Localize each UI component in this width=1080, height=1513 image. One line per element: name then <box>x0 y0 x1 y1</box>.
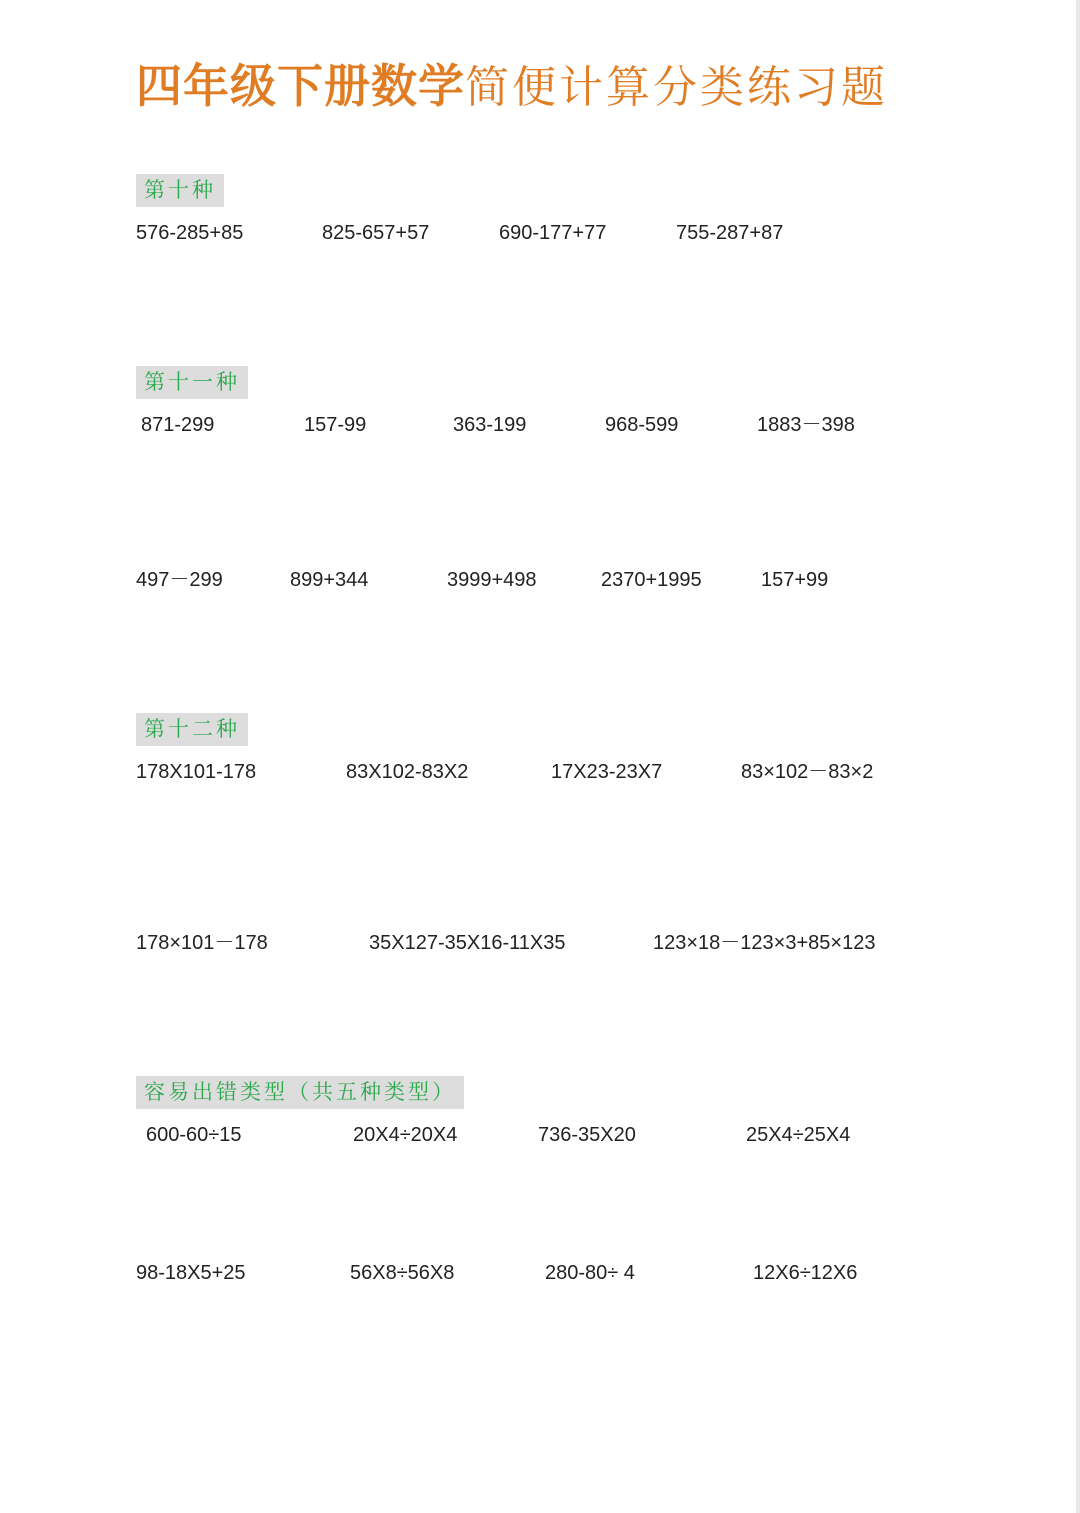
expression: 968-599 <box>605 414 679 436</box>
expression: 35X127-35X16-11X35 <box>369 932 566 954</box>
expression: 83×102－83×2 <box>741 761 874 783</box>
section-label-error-prone: 容易出错类型（共五种类型） <box>136 1076 464 1109</box>
page-title <box>136 50 888 120</box>
page-edge <box>1076 0 1080 1513</box>
page-title-bold: 四年级下册数学 <box>136 59 465 113</box>
expression: 25X4÷25X4 <box>746 1124 851 1146</box>
expression: 736-35X20 <box>538 1124 636 1146</box>
expression: 98-18X5+25 <box>136 1262 246 1284</box>
expression: 3999+498 <box>447 569 537 591</box>
section-label-10: 第十种 <box>136 174 224 207</box>
expression: 899+344 <box>290 569 369 591</box>
expression: 871-299 <box>141 414 215 436</box>
expression: 497－299 <box>136 569 223 591</box>
expression: 157+99 <box>761 569 829 591</box>
expression: 690-177+77 <box>499 222 607 244</box>
expression: 123×18－123×3+85×123 <box>653 932 876 954</box>
expression: 83X102-83X2 <box>346 761 469 783</box>
expression: 157-99 <box>304 414 367 436</box>
expression: 2370+1995 <box>601 569 702 591</box>
expression: 600-60÷15 <box>146 1124 242 1146</box>
section-label-12: 第十二种 <box>136 713 248 746</box>
expression: 755-287+87 <box>676 222 784 244</box>
page-title-light: 简便计算分类练习题 <box>465 62 888 113</box>
section-label-11: 第十一种 <box>136 366 248 399</box>
expression: 178×101－178 <box>136 932 268 954</box>
expression: 576-285+85 <box>136 222 244 244</box>
expression: 12X6÷12X6 <box>753 1262 858 1284</box>
expression: 178X101-178 <box>136 761 257 783</box>
expression: 20X4÷20X4 <box>353 1124 458 1146</box>
expression: 1883－398 <box>757 414 855 436</box>
expression: 56X8÷56X8 <box>350 1262 455 1284</box>
expression: 825-657+57 <box>322 222 430 244</box>
expression: 17X23-23X7 <box>551 761 663 783</box>
expression: 280-80÷ 4 <box>545 1262 635 1284</box>
expression: 363-199 <box>453 414 527 436</box>
